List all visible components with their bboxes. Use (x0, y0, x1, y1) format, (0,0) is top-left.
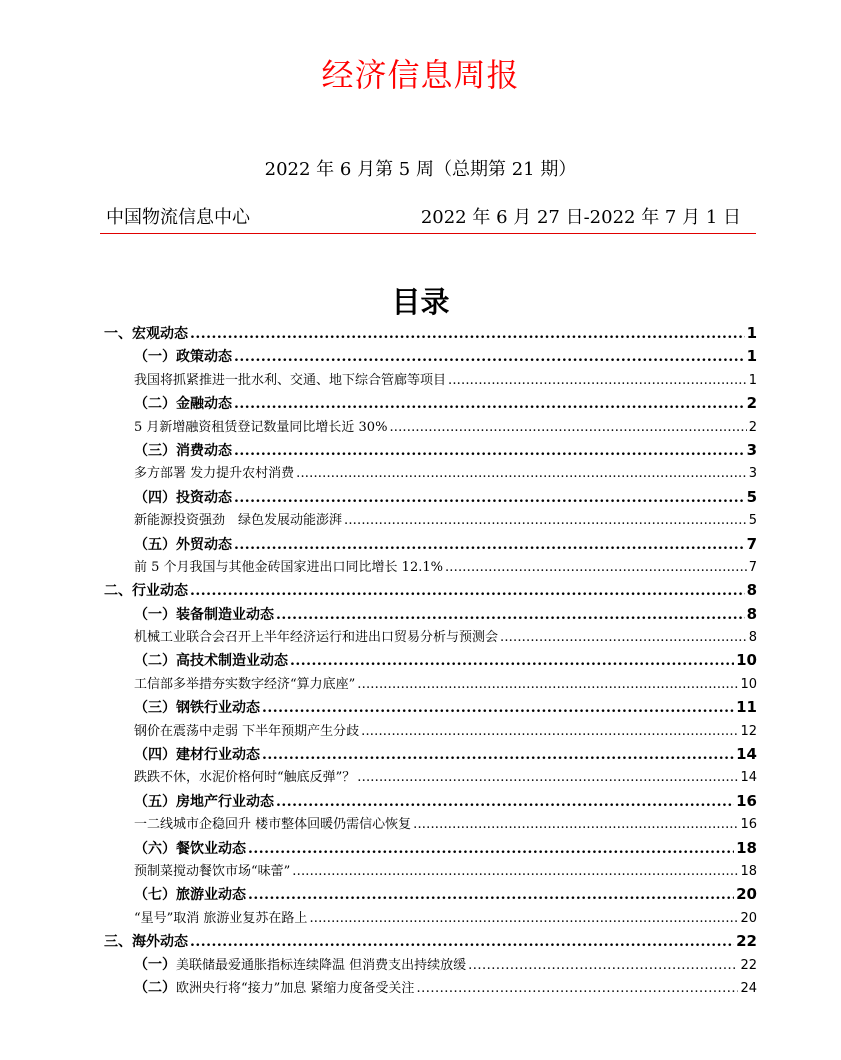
toc-entry[interactable] (104, 954, 757, 977)
toc-entry-page: 10 (740, 676, 757, 692)
toc-entry[interactable] (104, 696, 757, 719)
toc-entry[interactable] (104, 673, 757, 696)
toc-entry[interactable] (104, 649, 757, 672)
toc-entry[interactable] (104, 369, 757, 392)
toc-entry[interactable] (104, 907, 757, 930)
issue-line: 2022 年 6 月第 5 周（总期第 21 期） (264, 159, 577, 180)
table-of-contents (104, 322, 757, 1000)
toc-entry[interactable] (104, 837, 757, 860)
leader-dots (445, 556, 747, 579)
toc-entry-page: 20 (736, 885, 757, 904)
toc-entry-page: 7 (748, 559, 757, 575)
leader-dots (468, 954, 738, 977)
report-title: 经济信息周报 (321, 56, 520, 94)
toc-entry[interactable] (104, 720, 757, 743)
toc-entry-label: 三、海外动态 (104, 934, 188, 951)
toc-entry-label: （二）金融动态 (134, 396, 232, 413)
toc-entry-prefix: （一） (134, 956, 176, 973)
toc-entry-page: 8 (746, 604, 757, 623)
toc-entry[interactable] (104, 533, 757, 556)
toc-entry[interactable] (104, 345, 757, 368)
toc-entry[interactable] (104, 883, 757, 906)
toc-entry-page: 14 (736, 745, 757, 764)
leader-dots (309, 907, 738, 930)
leader-dots (413, 813, 738, 836)
toc-entry[interactable] (104, 462, 757, 485)
publisher: 中国物流信息中心 (106, 207, 250, 228)
toc-entry-page: 8 (748, 630, 757, 646)
leader-dots (262, 697, 734, 720)
toc-entry-label: 预制菜搅动餐饮市场“味蕾” (134, 863, 291, 879)
toc-entry-page: 2 (746, 394, 757, 413)
toc-entry-page: 3 (748, 466, 757, 482)
leader-dots (234, 534, 745, 557)
leader-dots (234, 346, 745, 369)
leader-dots (416, 977, 738, 1000)
toc-entry[interactable] (104, 930, 757, 953)
toc-entry-page: 22 (736, 932, 757, 951)
toc-entry[interactable] (104, 509, 757, 532)
toc-entry-page: 3 (746, 440, 757, 459)
toc-entry-label: 机械工业联合会召开上半年经济运行和进出口贸易分析与预测会 (134, 630, 499, 646)
toc-entry-page: 5 (746, 487, 757, 506)
toc-entry-label: 一二线城市企稳回升 楼市整体回暖仍需信心恢复 (134, 817, 412, 833)
leader-dots (190, 931, 734, 954)
toc-entry-label: 一、宏观动态 (104, 326, 188, 342)
toc-entry-page: 22 (740, 957, 757, 973)
toc-entry[interactable] (104, 416, 757, 439)
toc-entry[interactable] (104, 813, 757, 836)
toc-entry-page: 20 (740, 910, 757, 926)
toc-entry[interactable] (104, 603, 757, 626)
leader-dots (190, 323, 745, 346)
leader-dots (262, 744, 734, 767)
toc-entry-page: 8 (746, 581, 757, 600)
toc-title: 目录 (391, 285, 450, 319)
toc-entry-label: （四）建材行业动态 (134, 747, 260, 764)
toc-entry-label: 跌跌不休，水泥价格何时“触底反弹”？ (134, 770, 356, 786)
leader-dots (190, 580, 745, 603)
toc-entry-page: 1 (746, 347, 757, 366)
toc-entry-label: （三）钢铁行业动态 (134, 700, 260, 717)
toc-entry-label: 多方部署 发力提升农村消费 (134, 466, 295, 482)
toc-entry-prefix: （二） (134, 979, 176, 996)
toc-entry-label: （五）外贸动态 (134, 536, 232, 553)
toc-entry-label: 二、行业动态 (104, 583, 188, 600)
toc-entry-label: 新能源投资强劲 绿色发展动能澎湃 (134, 513, 343, 529)
toc-entry-label: 前 5 个月我国与其他金砖国家进出口同比增长 12.1% (134, 559, 443, 575)
toc-entry-label: （六）餐饮业动态 (134, 840, 246, 857)
leader-dots (276, 604, 745, 627)
toc-entry[interactable] (104, 626, 757, 649)
toc-entry[interactable] (104, 790, 757, 813)
toc-entry-label: （一）装备制造业动态 (134, 606, 274, 623)
leader-dots (248, 884, 734, 907)
toc-entry-label: （三）消费动态 (134, 442, 232, 459)
toc-entry-label: （四）投资动态 (134, 489, 232, 506)
header-divider (100, 233, 756, 234)
toc-entry-label: 工信部多举措夯实数字经济“算力底座” (134, 676, 356, 692)
leader-dots (357, 673, 738, 696)
toc-entry-page: 10 (736, 651, 757, 670)
leader-dots (234, 487, 745, 510)
toc-entry-label: 5 月新增融资租赁登记数量同比增长近 30% (134, 419, 388, 435)
leader-dots (361, 720, 738, 743)
leader-dots (276, 791, 734, 814)
toc-entry[interactable] (104, 860, 757, 883)
toc-entry-page: 7 (746, 534, 757, 553)
toc-entry-label: 我国将抓紧推进一批水利、交通、地下综合管廊等项目 (134, 372, 447, 388)
toc-entry[interactable] (104, 579, 757, 602)
toc-entry-page: 18 (740, 863, 757, 879)
toc-entry-label: （五）房地产行业动态 (134, 793, 274, 810)
toc-entry-label: （一）政策动态 (134, 349, 232, 366)
toc-entry-page: 1 (748, 372, 757, 388)
toc-entry[interactable] (104, 556, 757, 579)
toc-entry[interactable] (104, 322, 757, 345)
leader-dots (248, 838, 734, 861)
toc-entry-text: 欧洲央行将“接力”加息 紧缩力度备受关注 (176, 980, 415, 996)
toc-entry[interactable] (104, 977, 757, 1000)
leader-dots (344, 509, 747, 532)
toc-entry-page: 1 (746, 324, 757, 342)
date-range: 2022 年 6 月 27 日-2022 年 7 月 1 日 (420, 207, 741, 228)
toc-entry-page: 11 (736, 698, 757, 717)
toc-entry[interactable] (104, 486, 757, 509)
leader-dots (296, 462, 747, 485)
toc-entry-page: 16 (736, 791, 757, 810)
toc-entry-page: 5 (748, 513, 757, 529)
toc-entry[interactable] (104, 766, 757, 789)
leader-dots (292, 860, 738, 883)
leader-dots (389, 416, 746, 439)
toc-entry-label: （二）高技术制造业动态 (134, 653, 288, 670)
toc-entry-page: 18 (736, 838, 757, 857)
toc-entry-label (134, 954, 466, 977)
toc-entry-page: 14 (740, 770, 757, 786)
leader-dots (448, 369, 747, 392)
toc-entry-label (134, 977, 414, 1000)
toc-entry-label: 钢价在震荡中走弱 下半年预期产生分歧 (134, 723, 360, 739)
toc-entry[interactable] (104, 439, 757, 462)
leader-dots (500, 626, 747, 649)
toc-entry[interactable] (104, 392, 757, 415)
leader-dots (290, 650, 734, 673)
toc-entry-label: “星号”取消 旅游业复苏在路上 (134, 910, 308, 926)
leader-dots (234, 440, 745, 463)
toc-entry[interactable] (104, 743, 757, 766)
toc-entry-text: 美联储最爱通胀指标连续降温 但消费支出持续放缓 (176, 957, 467, 973)
toc-entry-page: 16 (740, 817, 757, 833)
toc-entry-label: （七）旅游业动态 (134, 887, 246, 904)
toc-entry-page: 24 (740, 980, 757, 996)
leader-dots (357, 766, 738, 789)
leader-dots (234, 393, 745, 416)
toc-entry-page: 12 (740, 723, 757, 739)
toc-entry-page: 2 (748, 419, 757, 435)
